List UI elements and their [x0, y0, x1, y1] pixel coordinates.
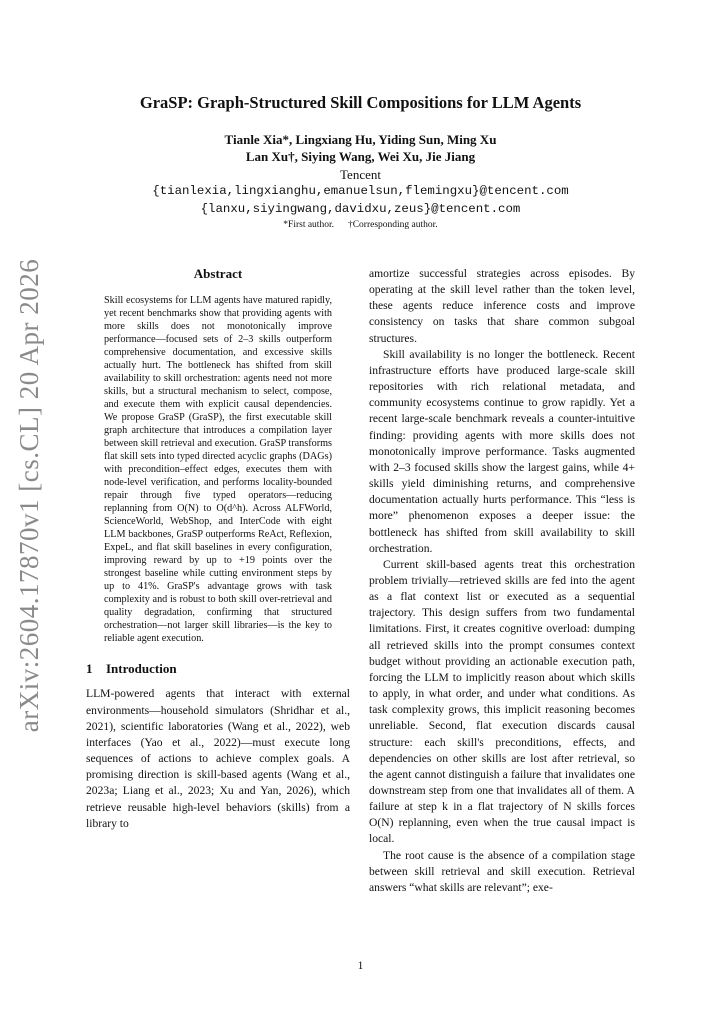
- intro-paragraph-1-continued: amortize successful strategies across episodes. By operating at the skill level rather than the token level, these agents reduce inference costs and improve consistency on tasks that share common subgoal structures.: [369, 267, 635, 345]
- intro-paragraph-1: LLM-powered agents that interact with external environments—household simulators (Shridhar et al., 2021), scientific laboratories (Wang et al., 2022), web interfaces (Yao et al., 2022)—must execute long sequences of actions to achieve complex goals. A promising direction is skill-based agents (Wang et al., 2023a; Liang et al., 2023; Xu and Yan, 2026), which retrieve reusable high-level behaviors (skills) from a library to: [86, 687, 350, 830]
- section-number: 1: [86, 661, 93, 677]
- email-line-1[interactable]: {tianlexia,lingxianghu,emanuelsun,flemingxu}@tencent.com: [152, 184, 569, 198]
- abstract-heading: Abstract: [193, 266, 243, 281]
- first-author-note: *First author.: [283, 220, 334, 230]
- author-list-line-2: [60, 149, 661, 165]
- section-heading-introduction: [86, 661, 350, 677]
- intro-paragraph-2: Skill availability is no longer the bottleneck. Recent infrastructure efforts have produced large-scale skill repositories with rich relational metadata, and community ecosystems continue to grow rapidly. Yet a recent large-scale benchmark reveals a counter-intuitive finding: providing agents with more skills does not monotonically improve performance. Tasks augmented with 2–3 focused skills show the largest gains, while 4+ skills yield diminishing returns, and comprehensive documentation actually hurts performance. This “less is more” phenomenon exposes a deeper issue: the bottleneck has shifted from skill availability to skill orchestration.: [369, 347, 635, 555]
- intro-paragraph-3: Current skill-based agents treat this orchestration problem trivially—retrieved skills are fed into the agent as a flat context list or executed as a sequential trajectory. This design suffers from two fundamental limitations. First, it creates cognitive overload: dumping all retrieved skills into the prompt consumes context budget without providing an actionable execution path, forcing the LLM to implicitly reason about which skills to apply, in what order, and under what conditions. As task complexity grows, this implicit reasoning becomes unreliable. Second, flat execution discards causal structure: each skill's preconditions, effects, and dependencies on other skills are lost after retrieval, so the agent cannot distinguish a failure that invalidates one downstream step from one that invalidates all of them. A failure at step k in a flat trajectory of N skills forces O(N) replanning, even when the true causal impact is local.: [369, 557, 635, 846]
- right-column: [369, 266, 635, 896]
- authors-line-1-text: Tianle Xia*, Lingxiang Hu, Yiding Sun, Ming Xu: [224, 132, 497, 147]
- arxiv-identifier[interactable]: arXiv:2604.17870v1 [cs.CL] 20 Apr 2026: [14, 258, 45, 732]
- abstract-body: Skill ecosystems for LLM agents have matured rapidly, yet recent benchmarks show that providing agents with more skills does not monotonically improve performance—focused sets of 2–3 skills outperform comprehensive documentation, and excessive skills actually hurt. The bottleneck has shifted from skill availability to skill orchestration: agents need not more skills, but a structural mechanism to select, compose, and execute them with explicit causal dependencies. We propose GraSP (GraSP), the first executable skill graph architecture that introduces a compilation layer between skill retrieval and execution. GraSP transforms flat skill sets into typed directed acyclic graphs (DAGs) with precondition–effect edges, executes them with node-level verification, and performs locality-bounded repair through five typed operators—reducing replanning from O(N) to O(d^h). Across ALFWorld, ScienceWorld, WebShop, and InterCode with eight LLM backbones, GraSP outperforms ReAct, Reflexion, ExpeL, and flat skill baselines in every configuration, improving reward by up to +19 points over the strongest baseline while cutting environment steps by up to 41%. GraSP's advantage grows with task complexity and is robust to both skill over-retrieval and quality degradation, confirming that structured orchestration—not larger skill libraries—is the key to reliable agent execution.: [104, 295, 332, 645]
- paper-title: GraSP: Graph-Structured Skill Compositions for LLM Agents: [139, 93, 582, 112]
- left-column: [86, 266, 350, 832]
- authors-line-2-text: Lan Xu†, Siying Wang, Wei Xu, Jie Jiang: [245, 149, 476, 164]
- arxiv-stamp: [8, 258, 52, 732]
- intro-paragraph-4: The root cause is the absence of a compilation stage between skill retrieval and skill execution. Retrieval answers “what skills are relevant”; exe-: [369, 848, 635, 894]
- page-number: 1: [357, 960, 364, 972]
- author-list-line-1: [60, 132, 661, 148]
- corresponding-author-note: †Corresponding author.: [347, 220, 438, 230]
- author-footnotes: [60, 220, 661, 230]
- email-line-2[interactable]: {lanxu,siyingwang,davidxu,zeus}@tencent.com: [200, 202, 521, 216]
- affiliation: Tencent: [340, 167, 381, 182]
- section-title: Introduction: [106, 661, 177, 677]
